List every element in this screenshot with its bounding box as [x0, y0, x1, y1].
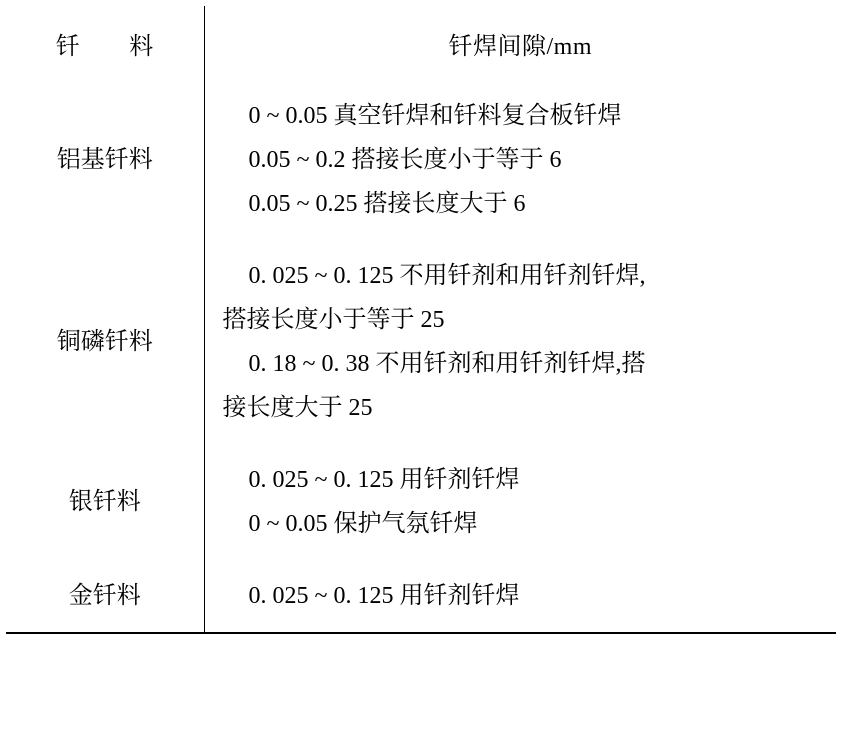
- header-cell-material: [6, 6, 204, 80]
- cell-gap-silver: [204, 444, 836, 560]
- cell-material-silver: [6, 444, 204, 560]
- cell-gap-gold: [204, 560, 836, 633]
- gap-line: 0. 18 ~ 0. 38 不用钎剂和用钎剂钎焊,搭: [248, 351, 646, 377]
- header-cell-gap: [204, 6, 836, 80]
- header-label-gap: 钎焊间隙/mm: [448, 33, 592, 60]
- table-row: [6, 444, 836, 560]
- cell-material-gold: [6, 560, 204, 633]
- table-row: [6, 560, 836, 633]
- cell-material-copper-phosphorus: [6, 240, 204, 444]
- table-row: [6, 240, 836, 444]
- gap-line: 0. 025 ~ 0. 125 用钎剂钎焊: [248, 467, 520, 493]
- gap-lines: [205, 240, 837, 444]
- braze-gap-table-container: [0, 6, 842, 755]
- gap-line: 0 ~ 0.05 保护气氛钎焊: [248, 511, 478, 537]
- gap-line: 接长度大于 25: [222, 395, 373, 421]
- braze-gap-table: [6, 6, 836, 634]
- table-row: [6, 80, 836, 240]
- gap-line: 0.05 ~ 0.2 搭接长度小于等于 6: [248, 147, 562, 173]
- gap-lines: [205, 80, 837, 240]
- material-label: 铝基钎料: [56, 147, 153, 173]
- cell-gap-aluminum: [204, 80, 836, 240]
- material-label: 铜磷钎料: [56, 329, 153, 355]
- material-label: 银钎料: [68, 489, 141, 515]
- gap-lines: [205, 560, 837, 632]
- cell-material-aluminum: [6, 80, 204, 240]
- gap-line: 0.05 ~ 0.25 搭接长度大于 6: [248, 191, 526, 217]
- material-label: 金钎料: [68, 583, 141, 609]
- gap-line: 0. 025 ~ 0. 125 用钎剂钎焊: [248, 583, 520, 609]
- gap-line: 搭接长度小于等于 25: [222, 307, 445, 333]
- cell-gap-copper-phosphorus: [204, 240, 836, 444]
- gap-line: 0. 025 ~ 0. 125 不用钎剂和用钎剂钎焊,: [248, 263, 646, 289]
- header-label-material: 钎 料: [55, 33, 154, 60]
- table-header-row: [6, 6, 836, 80]
- gap-line: 0 ~ 0.05 真空钎焊和钎料复合板钎焊: [248, 103, 622, 129]
- gap-lines: [205, 444, 837, 560]
